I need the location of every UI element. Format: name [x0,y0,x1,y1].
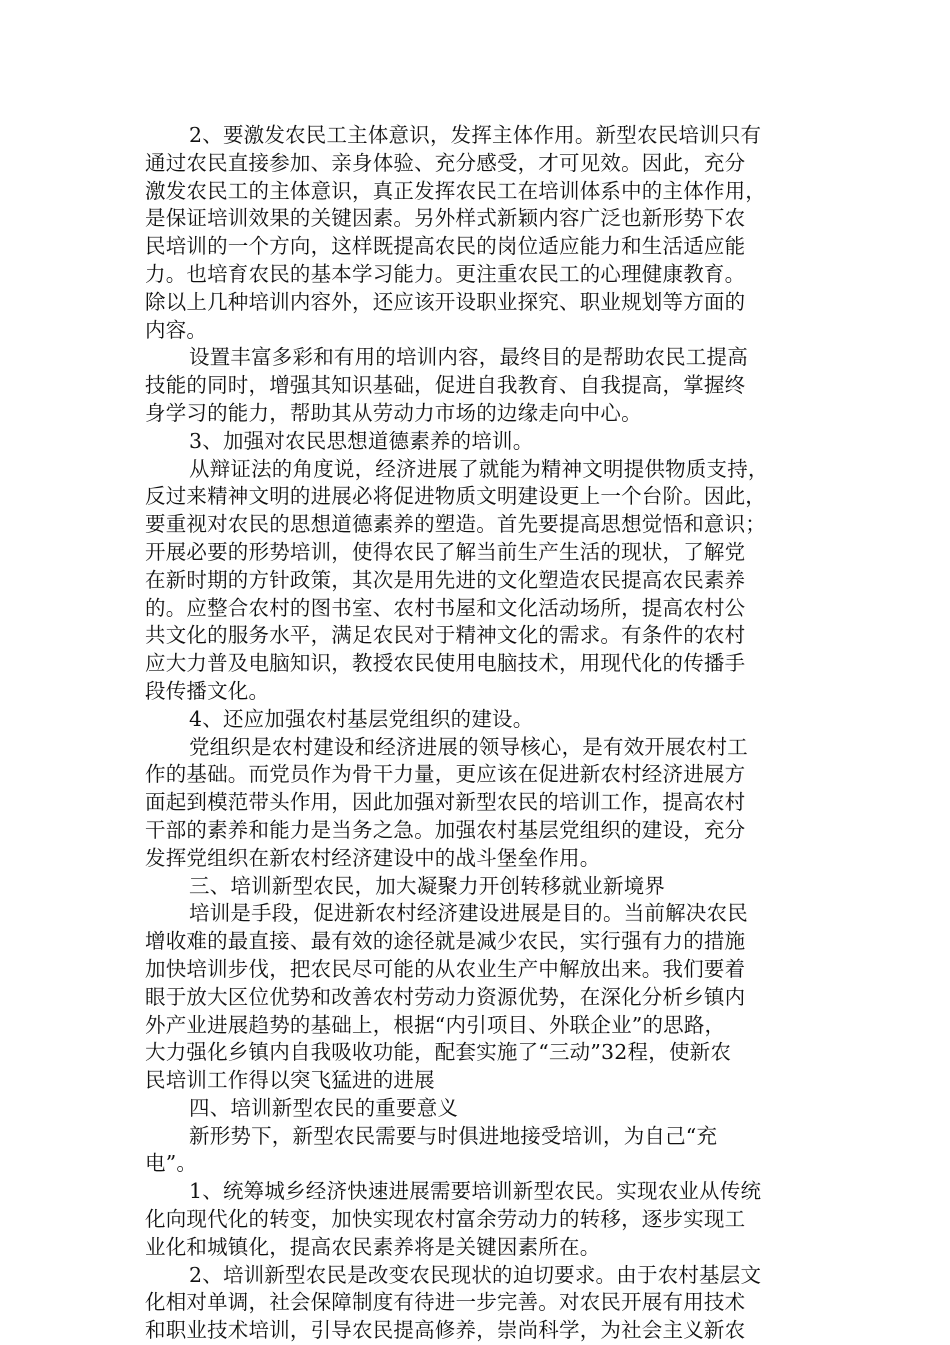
text-line: 力。也培育农民的基本学习能力。更注重农民工的心理健康教育。 [145,261,746,286]
text-line: 1、统筹城乡经济快速进展需要培训新型农民。实现农业从传统 [189,1179,762,1204]
text-line: 共文化的服务水平，满足农民对于精神文化的需求。有条件的农村 [145,623,746,648]
text-line: 是保证培训效果的关键因素。另外样式新颖内容广泛也新形势下农 [145,206,746,231]
text-line: 设置丰富多彩和有用的培训内容，最终目的是帮助农民工提高 [189,345,748,370]
text-line: 在新时期的方针政策，其次是用先进的文化塑造农民提高农民素养 [145,567,746,592]
text-line: 内容。 [145,317,208,342]
text-line: 化向现代化的转变，加快实现农村富余劳动力的转移，逐步实现工 [145,1207,746,1232]
text-line: 民培训工作得以突飞猛进的进展 [145,1068,435,1093]
text-line: 作的基础。而党员作为骨干力量，更应该在促进新农村经济进展方 [145,762,746,787]
text-line: 化相对单调，社会保障制度有待进一步完善。对农民开展有用技术 [145,1290,746,1315]
text-line: 面起到模范带头作用，因此加强对新型农民的培训工作，提高农村 [145,790,746,815]
text-line: 电”。 [145,1151,198,1176]
text-line: 和职业技术培训，引导农民提高修养，崇尚科学，为社会主义新农 [145,1318,746,1343]
text-line: 干部的素养和能力是当务之急。加强农村基层党组织的建设，充分 [145,817,746,842]
text-line: 党组织是农村建设和经济进展的领导核心，是有效开展农村工 [189,734,748,759]
text-line: 眼于放大区位优势和改善农村劳动力资源优势，在深化分析乡镇内 [145,984,746,1009]
text-line: 2、要激发农民工主体意识，发挥主体作用。新型农民培训只有 [189,123,762,147]
text-line: 激发农民工的主体意识，真正发挥农民工在培训体系中的主体作用， [145,178,766,203]
text-line: 三、培训新型农民，加大凝聚力开创转移就业新境界 [189,873,666,898]
text-line: 4、还应加强农村基层党组织的建设。 [189,706,534,731]
text-line: 加快培训步伐，把农民尽可能的从农业生产中解放出来。我们要着 [145,956,746,981]
text-line: 要重视对农民的思想道德素养的塑造。首先要提高思想觉悟和意识； [145,512,766,537]
text-line: 3、加强对农民思想道德素养的培训。 [189,428,534,453]
text-line: 从辩证法的角度说，经济进展了就能为精神文明提供物质支持， [189,456,769,481]
text-line: 发挥党组织在新农村经济建设中的战斗堡垒作用。 [145,845,601,870]
text-line: 2、培训新型农民是改变农民现状的迫切要求。由于农村基层文 [189,1262,762,1287]
text-line: 培训是手段，促进新农村经济建设进展是目的。当前解决农民 [189,901,748,926]
text-line: 的。应整合农村的图书室、农村书屋和文化活动场所，提高农村公 [145,595,746,620]
text-line: 应大力普及电脑知识，教授农民使用电脑技术，用现代化的传播手 [145,651,746,676]
text-line: 身学习的能力，帮助其从劳动力市场的边缘走向中心。 [145,400,642,425]
text-line: 大力强化乡镇内自我吸收功能，配套实施了“三动”32程，使新农 [145,1040,732,1065]
text-line: 四、培训新型农民的重要意义 [189,1095,459,1120]
text-line: 增收难的最直接、最有效的途径就是减少农民，实行强有力的措施 [145,929,746,954]
text-line: 开展必要的形势培训，使得农民了解当前生产生活的现状，了解党 [145,539,746,564]
text-line: 民培训的一个方向，这样既提高农民的岗位适应能力和生活适应能 [145,234,746,259]
text-line: 新形势下，新型农民需要与时俱进地接受培训，为自己“充 [189,1123,718,1148]
text-line: 除以上几种培训内容外，还应该开设职业探究、职业规划等方面的 [145,289,746,314]
document-body [145,122,800,1345]
text-line: 通过农民直接参加、亲身体验、充分感受，才可见效。因此，充分 [145,150,746,175]
text-line: 段传播文化。 [145,678,270,703]
text-line: 业化和城镇化，提高农民素养将是关键因素所在。 [145,1234,601,1259]
text-line: 外产业进展趋势的基础上，根据“内引项目、外联企业”的思路， [145,1012,726,1037]
text-line: 反过来精神文明的进展必将促进物质文明建设更上一个台阶。因此， [145,484,766,509]
text-line: 技能的同时，增强其知识基础，促进自我教育、自我提高，掌握终 [145,373,746,398]
